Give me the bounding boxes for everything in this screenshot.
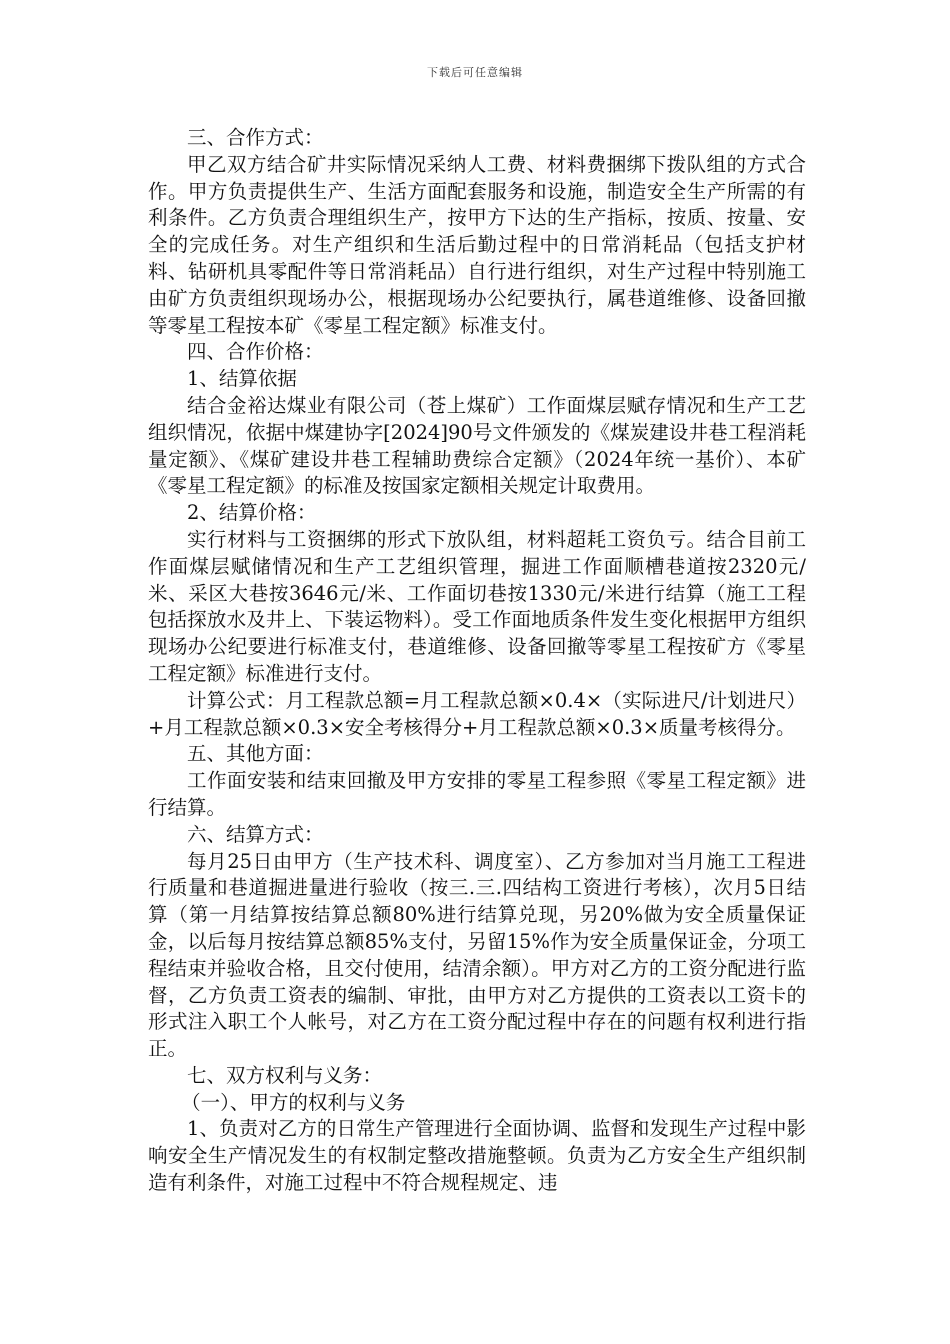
paragraph-other-aspects: 工作面安装和结束回撤及甲方安排的零星工程参照《零星工程定额》进行结算。	[148, 769, 806, 819]
paragraph-settlement-method: 每月25日由甲方（生产技术科、调度室）、乙方参加对当月施工工程进行质量和巷道掘进量进行验收（按三.三.四结构工资进行考核），次月5日结算（第一月结算按结算总额80%进行结算兑现，另20%做为安全质量保证金，以后每月按结算总额85%支付，另留15%作为安全质量保证金，分项工程结束并验收合格，且交付使用，结清余额）。甲方对乙方的工资分配进行监督，乙方负责工资表的编制、审批，由甲方对乙方提供的工资表以工资卡的形式注入职工个人帐号，对乙方在工资分配过程中存在的问题有权利进行指正。	[148, 849, 806, 1061]
subheading-party-a-rights: （一）、甲方的权利与义务	[181, 1090, 406, 1114]
paragraph-settlement-basis: 结合金裕达煤业有限公司（苍上煤矿）工作面煤层赋存情况和生产工艺组织情况，依据中煤建协字[2024]90号文件颁发的《煤炭建设井巷工程消耗量定额》、《煤矿建设井巷工程辅助费综合定额》（2024年统一基价）、本矿《零星工程定额》的标准及按国家定额相关规定计取费用。	[148, 393, 806, 498]
section-heading-settlement-method: 六、结算方式：	[187, 822, 324, 846]
section-heading-cooperation-method: 三、合作方式：	[187, 126, 324, 149]
paragraph-cooperation-method: 甲乙双方结合矿井实际情况采纳人工费、材料费捆绑下拨队组的方式合作。甲方负责提供生产、生活方面配套服务和设施，制造安全生产所需的有利条件。乙方负责合理组织生产，按甲方下达的生产指标，按质、按量、安全的完成任务。对生产组织和生活后勤过程中的日常消耗品（包括支护材料、钻研机具零配件等日常消耗品）自行进行组织，对生产过程中特别施工由矿方负责组织现场办公，根据现场办公纪要执行，属巷道维修、设备回撤等零星工程按本矿《零星工程定额》标准支付。	[148, 152, 806, 337]
subheading-settlement-price: 2、结算价格：	[187, 501, 317, 525]
paragraph-settlement-price: 实行材料与工资捆绑的形式下放队组，材料超耗工资负亏。结合目前工作面煤层赋储情况和生产工艺组织管理，掘进工作面顺槽巷道按2320元/米、采区大巷按3646元/米、工作面切巷按1330元/米进行结算（施工工程包括探放水及井上、下装运物料）。受工作面地质条件发生变化根据甲方组织现场办公纪要进行标准支付，巷道维修、设备回撤等零星工程按矿方《零星工程定额》标准进行支付。	[148, 527, 806, 685]
section-heading-cooperation-price: 四、合作价格：	[187, 340, 324, 364]
subheading-settlement-basis: 1、结算依据	[187, 367, 297, 391]
paragraph-party-a-item-1: 1、负责对乙方的日常生产管理进行全面协调、监督和发现生产过程中影响安全生产情况发生的有权制定整改措施整顿。负责为乙方安全生产组织制造有利条件，对施工过程中不符合规程规定、违	[148, 1117, 806, 1195]
paragraph-calculation-formula: 计算公式：月工程款总额=月工程款总额×0.4×（实际进尺/计划进尺）+月工程款总额×0.3×安全考核得分+月工程款总额×0.3×质量考核得分。	[148, 688, 806, 739]
section-heading-other-aspects: 五、其他方面：	[187, 742, 324, 766]
section-heading-rights-obligations: 七、双方权利与义务：	[187, 1063, 383, 1087]
document-body	[148, 125, 806, 1197]
header-note: 下载后可任意编辑	[427, 66, 523, 79]
